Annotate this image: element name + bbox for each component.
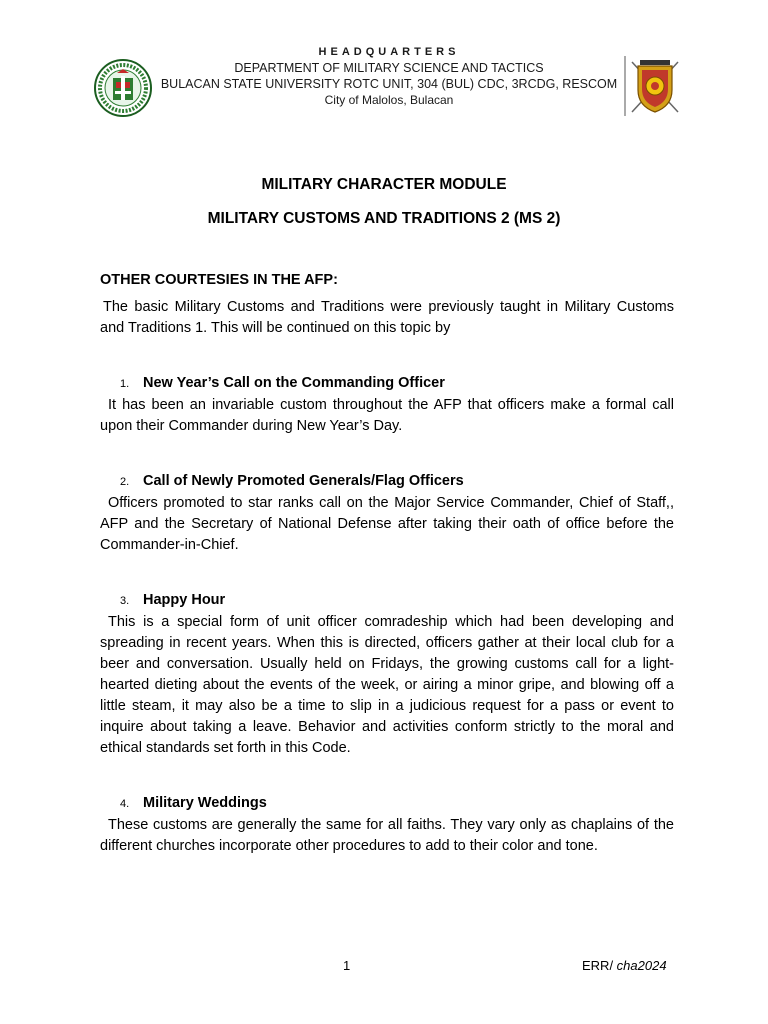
list-item: [100, 590, 674, 759]
document-body: [100, 270, 674, 857]
list-item: [100, 373, 674, 437]
section-heading: OTHER COURTESIES IN THE AFP:: [100, 272, 338, 288]
item-heading: [100, 590, 674, 612]
item-heading: [100, 471, 674, 493]
item-number: 3.: [120, 595, 130, 607]
module-subtitle: MILITARY CUSTOMS AND TRADITIONS 2 (MS 2): [207, 210, 561, 227]
item-body: This is a special form of unit officer comradeship which had been developing and spreading in recent years. When this is directed, officers gather at their local club for a beer and conversation. Usually held on Fridays, the growing customs call for a light-hearted dieting about the events of the week, or airing a minor gripe, and blowing off a little steam, it may also be a time to slip in a judicious request for a pass or event to inquire about taking a leave. Behavior and activities conform strictly to the moral and ethical standards set forth in this Code.: [100, 614, 674, 756]
header-line-department: DEPARTMENT OF MILITARY SCIENCE AND TACTICS: [234, 61, 544, 75]
item-body: Officers promoted to star ranks call on the Major Service Commander, Chief of Staff,, AFP and the Secretary of National Defense after taking their oath of office before the Commander-in-Chief.: [100, 495, 674, 553]
module-titles: [0, 174, 768, 230]
item-title: Happy Hour: [143, 592, 226, 608]
page-number: 1: [343, 958, 351, 973]
list-item: [100, 793, 674, 857]
document-code-prefix: ERR/: [582, 958, 617, 973]
item-title: Call of Newly Promoted Generals/Flag Officers: [143, 473, 464, 489]
header-line-unit: BULACAN STATE UNIVERSITY ROTC UNIT, 304 (BUL) CDC, 3RCDG, RESCOM: [160, 77, 618, 91]
item-number: 2.: [120, 476, 130, 488]
rotc-crest-icon: [624, 56, 686, 118]
item-number: 4.: [120, 798, 130, 810]
document-header: [0, 44, 768, 120]
document-code-italic: cha2024: [616, 958, 667, 973]
university-seal-icon: [93, 58, 153, 118]
header-text: [155, 44, 623, 108]
list-item: [100, 471, 674, 556]
module-title: MILITARY CHARACTER MODULE: [261, 176, 507, 193]
document-code: [582, 958, 667, 973]
item-heading: [100, 793, 674, 815]
item-heading: [100, 373, 674, 395]
item-body: It has been an invariable custom throughout the AFP that officers make a formal call upon their Commander during New Year’s Day.: [100, 397, 674, 434]
header-line-city: City of Malolos, Bulacan: [324, 93, 454, 107]
item-title: New Year’s Call on the Commanding Officer: [143, 375, 445, 391]
intro-paragraph: The basic Military Customs and Traditions were previously taught in Military Customs and Traditions 1. This will be continued on this topic by: [100, 299, 674, 336]
item-title: Military Weddings: [143, 795, 267, 811]
item-body: These customs are generally the same for all faiths. They vary only as chaplains of the different churches incorporate other procedures to add to their color and tone.: [100, 817, 674, 854]
header-line-headquarters: HEADQUARTERS: [318, 46, 460, 58]
item-number: 1.: [120, 378, 130, 390]
